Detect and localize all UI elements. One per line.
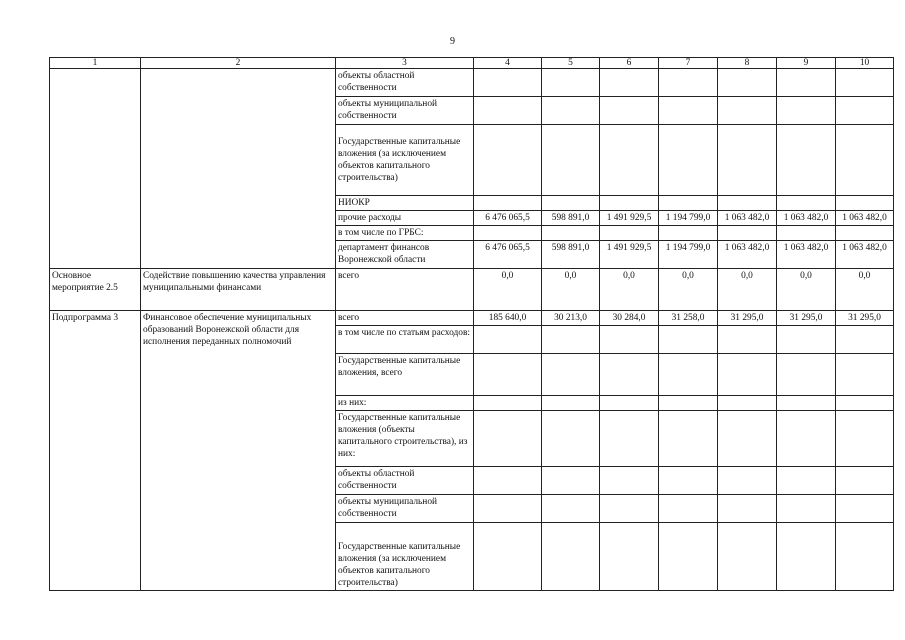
value-cell — [659, 326, 718, 354]
value-cell — [542, 523, 600, 591]
value-cell — [474, 196, 542, 211]
value-cell: 0,0 — [659, 269, 718, 311]
value-cell — [777, 411, 836, 467]
value-cell — [542, 125, 600, 196]
value-cell — [777, 523, 836, 591]
value-cell — [718, 411, 777, 467]
value-cell — [777, 69, 836, 97]
value-cell — [836, 411, 894, 467]
value-cell — [718, 354, 777, 396]
value-cell — [718, 226, 777, 241]
page-number: 9 — [450, 36, 455, 47]
row-label: объекты областной собственности — [336, 467, 474, 495]
value-cell — [474, 354, 542, 396]
value-cell — [600, 467, 659, 495]
value-cell — [600, 523, 659, 591]
value-cell: 30 213,0 — [542, 311, 600, 326]
row-label: всего — [336, 269, 474, 311]
value-cell — [542, 69, 600, 97]
value-cell — [659, 196, 718, 211]
value-cell: 1 194 799,0 — [659, 211, 718, 226]
column-header: 7 — [659, 58, 718, 69]
value-cell: 0,0 — [777, 269, 836, 311]
table-row — [50, 69, 894, 97]
value-cell — [600, 196, 659, 211]
value-cell — [542, 411, 600, 467]
value-cell: 31 258,0 — [659, 311, 718, 326]
value-cell — [474, 326, 542, 354]
value-cell — [542, 226, 600, 241]
value-cell: 31 295,0 — [836, 311, 894, 326]
value-cell: 30 284,0 — [600, 311, 659, 326]
row-label: в том числе по статьям расходов: — [336, 326, 474, 354]
column-number-row — [50, 58, 894, 69]
value-cell — [474, 396, 542, 411]
value-cell — [777, 226, 836, 241]
value-cell: 31 295,0 — [718, 311, 777, 326]
value-cell — [600, 396, 659, 411]
value-cell — [718, 396, 777, 411]
value-cell — [600, 326, 659, 354]
value-cell — [836, 354, 894, 396]
column-header: 4 — [474, 58, 542, 69]
value-cell — [542, 326, 600, 354]
value-cell: 1 491 929,5 — [600, 211, 659, 226]
value-cell: 1 063 482,0 — [836, 211, 894, 226]
value-cell: 598 891,0 — [542, 211, 600, 226]
value-cell: 185 640,0 — [474, 311, 542, 326]
row-label: в том числе по ГРБС: — [336, 226, 474, 241]
value-cell — [659, 495, 718, 523]
value-cell — [600, 411, 659, 467]
value-cell — [474, 226, 542, 241]
value-cell — [836, 97, 894, 125]
value-cell — [542, 354, 600, 396]
value-cell — [836, 396, 894, 411]
column-header: 3 — [336, 58, 474, 69]
value-cell — [474, 69, 542, 97]
row-label: Государственные капитальные вложения, всего — [336, 354, 474, 396]
value-cell: 0,0 — [474, 269, 542, 311]
subprogram-name: Финансовое обеспечение муниципальных образований Воронежской области для исполнения переданных полномочий — [141, 311, 336, 591]
row-label: Государственные капитальные вложения (объекты капитального строительства), из них: — [336, 411, 474, 467]
value-cell — [777, 326, 836, 354]
value-cell — [836, 495, 894, 523]
column-header: 2 — [141, 58, 336, 69]
value-cell — [659, 226, 718, 241]
value-cell — [777, 97, 836, 125]
value-cell — [836, 326, 894, 354]
value-cell — [474, 523, 542, 591]
value-cell — [600, 97, 659, 125]
value-cell: 0,0 — [836, 269, 894, 311]
column-header: 9 — [777, 58, 836, 69]
value-cell — [718, 523, 777, 591]
value-cell: 1 063 482,0 — [718, 241, 777, 269]
value-cell: 31 295,0 — [777, 311, 836, 326]
value-cell — [659, 523, 718, 591]
value-cell — [600, 226, 659, 241]
value-cell — [659, 125, 718, 196]
value-cell — [718, 326, 777, 354]
value-cell — [836, 196, 894, 211]
column-header: 5 — [542, 58, 600, 69]
subprogram-type: Подпрограмма 3 — [50, 311, 141, 591]
value-cell — [659, 411, 718, 467]
value-cell: 1 194 799,0 — [659, 241, 718, 269]
value-cell: 1 063 482,0 — [777, 211, 836, 226]
column-header: 6 — [600, 58, 659, 69]
value-cell — [777, 125, 836, 196]
value-cell — [718, 97, 777, 125]
value-cell — [718, 196, 777, 211]
value-cell: 1 063 482,0 — [777, 241, 836, 269]
row-label: Государственные капитальные вложения (за исключением объектов капитального строительства) — [336, 125, 474, 196]
row-label: объекты муниципальной собственности — [336, 97, 474, 125]
column-header: 8 — [718, 58, 777, 69]
value-cell: 0,0 — [718, 269, 777, 311]
group-name-cell — [141, 69, 336, 269]
row-label: прочие расходы — [336, 211, 474, 226]
group-type-cell — [50, 69, 141, 269]
value-cell — [659, 396, 718, 411]
value-cell: 598 891,0 — [542, 241, 600, 269]
value-cell — [600, 354, 659, 396]
value-cell — [777, 467, 836, 495]
value-cell: 1 063 482,0 — [836, 241, 894, 269]
value-cell — [600, 495, 659, 523]
value-cell — [777, 396, 836, 411]
value-cell — [777, 354, 836, 396]
value-cell — [659, 97, 718, 125]
value-cell — [836, 125, 894, 196]
value-cell — [718, 467, 777, 495]
value-cell — [718, 69, 777, 97]
value-cell — [777, 495, 836, 523]
value-cell: 1 491 929,5 — [600, 241, 659, 269]
value-cell — [836, 467, 894, 495]
value-cell — [659, 467, 718, 495]
row-label: из них: — [336, 396, 474, 411]
value-cell: 6 476 065,5 — [474, 241, 542, 269]
value-cell: 0,0 — [600, 269, 659, 311]
value-cell — [777, 196, 836, 211]
value-cell — [542, 196, 600, 211]
value-cell — [474, 125, 542, 196]
value-cell: 0,0 — [542, 269, 600, 311]
row-label: Государственные капитальные вложения (за исключением объектов капитального строительства) — [336, 523, 474, 591]
value-cell — [600, 69, 659, 97]
column-header: 1 — [50, 58, 141, 69]
row-label: объекты муниципальной собственности — [336, 495, 474, 523]
value-cell — [600, 125, 659, 196]
table-row — [50, 269, 894, 311]
value-cell: 6 476 065,5 — [474, 211, 542, 226]
value-cell — [474, 97, 542, 125]
row-label: департамент финансов Воронежской области — [336, 241, 474, 269]
measure-type: Основное мероприятие 2.5 — [50, 269, 141, 311]
value-cell — [542, 495, 600, 523]
value-cell — [659, 69, 718, 97]
value-cell — [659, 354, 718, 396]
budget-table — [49, 57, 894, 591]
value-cell — [542, 97, 600, 125]
value-cell — [718, 125, 777, 196]
value-cell — [474, 411, 542, 467]
row-label: всего — [336, 311, 474, 326]
value-cell — [542, 396, 600, 411]
column-header: 10 — [836, 58, 894, 69]
measure-name: Содействие повышению качества управления муниципальными финансами — [141, 269, 336, 311]
value-cell — [718, 495, 777, 523]
value-cell — [474, 467, 542, 495]
value-cell: 1 063 482,0 — [718, 211, 777, 226]
value-cell — [836, 226, 894, 241]
table-row — [50, 311, 894, 326]
row-label: объекты областной собственности — [336, 69, 474, 97]
value-cell — [836, 69, 894, 97]
row-label: НИОКР — [336, 196, 474, 211]
value-cell — [474, 495, 542, 523]
value-cell — [542, 467, 600, 495]
value-cell — [836, 523, 894, 591]
